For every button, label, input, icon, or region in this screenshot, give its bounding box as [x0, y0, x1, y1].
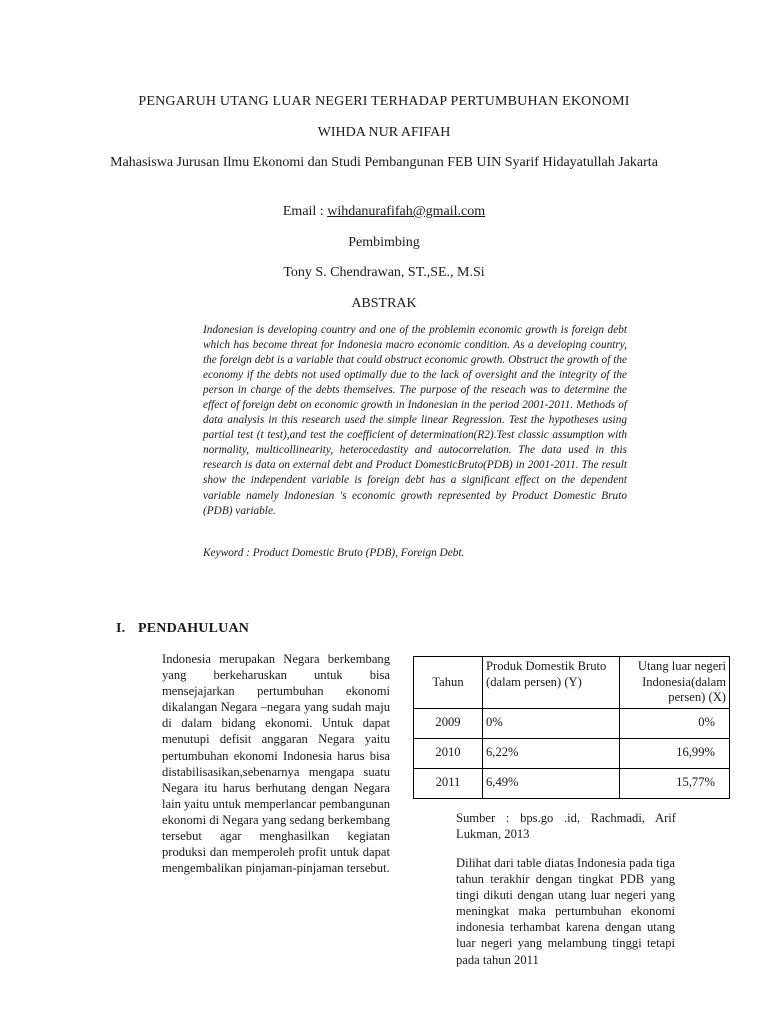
data-table	[413, 656, 730, 799]
table-cell-pdb: 6,22%	[483, 738, 620, 768]
abstract-body: Indonesian is developing country and one of the problemin economic growth is foreign debt which has become threat for Indonesia macro economic condition. As a developing country, the foreign debt is a variable that could obstruct economic growth. Obstruct the growth of the economy if the debts not used optimally due to the lack of oversight and the integrity of the person in charge of the debts themselves. The purpose of the reseach was to determine the effect of foreign debt on economic growth in Indonesian in the period 2001-2011. Methods of data analysis in this research used the simple linear Regression. Test the hypotheses using partial test (t test),and test the coefficient of determination(R2).Test classic assumption with normality, multicollinearity, heterocedastity and autocorrelation. The data used in this research is data on external debt and Product DomesticBruto(PDB) in 2001-2011. The result show the independent variable is foreign debt has a significant effect on the dependent variable namely Indonesian 's economic growth represented by Product Domestic Bruto (PDB) variable.	[203, 324, 627, 517]
table-row	[414, 708, 730, 738]
email-link[interactable]: wihdanurafifah@gmail.com	[327, 204, 486, 219]
section-title: PENDAHULUAN	[138, 621, 250, 636]
table-cell-pdb: 6,49%	[483, 768, 620, 798]
table-header-row	[414, 657, 730, 709]
paper-title: PENGARUH UTANG LUAR NEGERI TERHADAP PERTUMBUHAN EKONOMI	[138, 94, 630, 109]
table-cell-debt: 16,99%	[620, 738, 730, 768]
section-number: I.	[116, 621, 126, 636]
table-row	[414, 768, 730, 798]
table-cell-year: 2009	[414, 708, 483, 738]
email-label: Email :	[282, 204, 328, 219]
supervisor-label: Pembimbing	[348, 235, 420, 250]
author-email	[0, 203, 768, 221]
supervisor-name: Tony S. Chendrawan, ST.,SE., M.Si	[283, 265, 485, 280]
abstract-heading: ABSTRAK	[351, 296, 417, 311]
table-header-pdb: Produk Domestik Bruto (dalam persen) (Y)	[483, 657, 620, 709]
table-header-debt: Utang luar negeri Indonesia(dalam persen) (X)	[620, 657, 730, 709]
table-cell-debt: 15,77%	[620, 768, 730, 798]
table-cell-debt: 0%	[620, 708, 730, 738]
author-affiliation: Mahasiswa Jurusan Ilmu Ekonomi dan Studi Pembangunan FEB UIN Syarif Hidayatullah Jakarta	[110, 155, 658, 170]
table-row	[414, 738, 730, 768]
table-source: Sumber : bps.go .id, Rachmadi, Arif Lukman, 2013	[456, 811, 676, 841]
intro-paragraph: Indonesia merupakan Negara berkembang yang berkeharuskan untuk bisa mensejajarkan pertumbuhan ekonomi dikalangan Negara –negara yang sudah maju di dalam bidang ekonomi. Untuk dapat menutupi defisit anggaran Negara yaitu pertumbuhan ekonomi Indonesia harus bisa distabilisasikan,sebenarnya mengapa suatu Negara itu harus berhutang dengan Negara lain yaitu untuk memperlancar pembangunan ekonomi di Negara yang sedang berkembang tersebut agar menghasilkan kegiatan produksi dan memperoleh profit untuk dapat mengembalikan pinjaman-pinjaman tersebut.	[162, 652, 391, 876]
author-name: WIHDA NUR AFIFAH	[317, 125, 451, 140]
analysis-paragraph: Dilihat dari table diatas Indonesia pada tiga tahun terakhir dengan tingkat PDB yang tingi dikuti dengan utang luar negeri yang meningkat maka pertumbuhan ekonomi indonesia terhambat karena dengan utang luar negeri yang melambung tinggi tetapi pada tahun 2011	[456, 856, 675, 967]
table-cell-pdb: 0%	[483, 708, 620, 738]
table-cell-year: 2010	[414, 738, 483, 768]
table-cell-year: 2011	[414, 768, 483, 798]
abstract-keywords: Keyword : Product Domestic Bruto (PDB), Foreign Debt.	[203, 547, 465, 559]
table-header-year: Tahun	[414, 657, 483, 709]
section-heading	[116, 621, 249, 637]
